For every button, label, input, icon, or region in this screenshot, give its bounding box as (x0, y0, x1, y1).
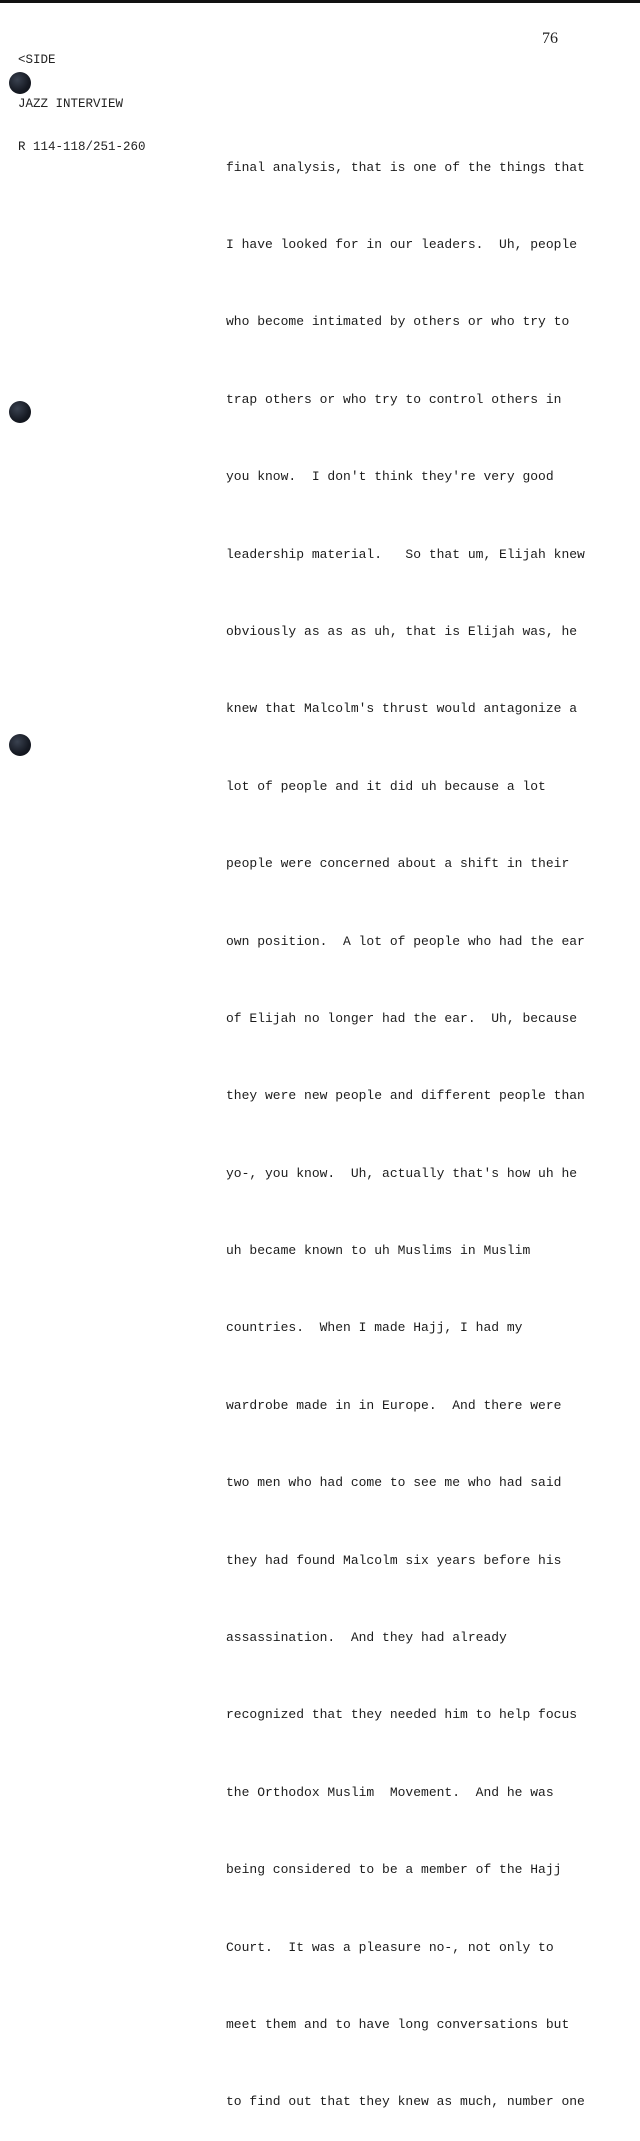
transcript-line: who become intimated by others or who try to (226, 314, 570, 330)
transcript-line: people were concerned about a shift in their (226, 856, 570, 872)
transcript-line: lot of people and it did uh because a lot (226, 778, 546, 794)
transcript-line: they were new people and different people than (226, 1088, 585, 1104)
transcript-line: yo-, you know. Uh, actually that's how uh he (226, 1165, 578, 1181)
transcript-line: countries. When I made Hajj, I had my (226, 1320, 523, 1336)
document-header (18, 24, 146, 169)
transcript-line: being considered to be a member of the Hajj (226, 1862, 562, 1878)
transcript-line: assassination. And they had already (226, 1630, 507, 1646)
binder-hole-icon (9, 72, 31, 94)
transcript-line: you know. I don't think they're very good (226, 469, 554, 485)
header-line: R 114-118/251-260 (18, 140, 146, 154)
transcript-line: wardrobe made in in Europe. And there were (226, 1397, 562, 1413)
transcript-line: leadership material. So that um, Elijah knew (226, 546, 585, 562)
page-top-edge (0, 0, 640, 3)
page-number: 76 (542, 30, 558, 47)
transcript-line: final analysis, that is one of the things that (226, 159, 585, 175)
header-line: <SIDE (18, 53, 56, 67)
header-line: JAZZ INTERVIEW (18, 96, 124, 111)
transcript-body (226, 103, 585, 2141)
transcript-line: they had found Malcolm six years before his (226, 1552, 562, 1568)
transcript-line: I have looked for in our leaders. Uh, people (226, 236, 578, 252)
transcript-line: uh became known to uh Muslims in Muslim (226, 1243, 531, 1259)
transcript-line: the Orthodox Muslim Movement. And he was (226, 1784, 554, 1800)
transcript-line: two men who had come to see me who had said (226, 1475, 562, 1491)
transcript-line: Court. It was a pleasure no-, not only to (226, 1939, 554, 1955)
transcript-line: to find out that they knew as much, number one (226, 2094, 585, 2110)
transcript-line: trap others or who try to control others in (226, 391, 562, 407)
binder-hole-icon (9, 401, 31, 423)
binder-hole-icon (9, 734, 31, 756)
transcript-line: of Elijah no longer had the ear. Uh, because (226, 1010, 578, 1026)
transcript-line: obviously as as as uh, that is Elijah was, he (226, 623, 578, 639)
transcript-line: recognized that they needed him to help focus (226, 1707, 578, 1723)
transcript-line: knew that Malcolm's thrust would antagonize a (226, 701, 578, 717)
transcript-line: own position. A lot of people who had the ear (226, 933, 585, 949)
transcript-line: meet them and to have long conversations but (226, 2016, 570, 2032)
